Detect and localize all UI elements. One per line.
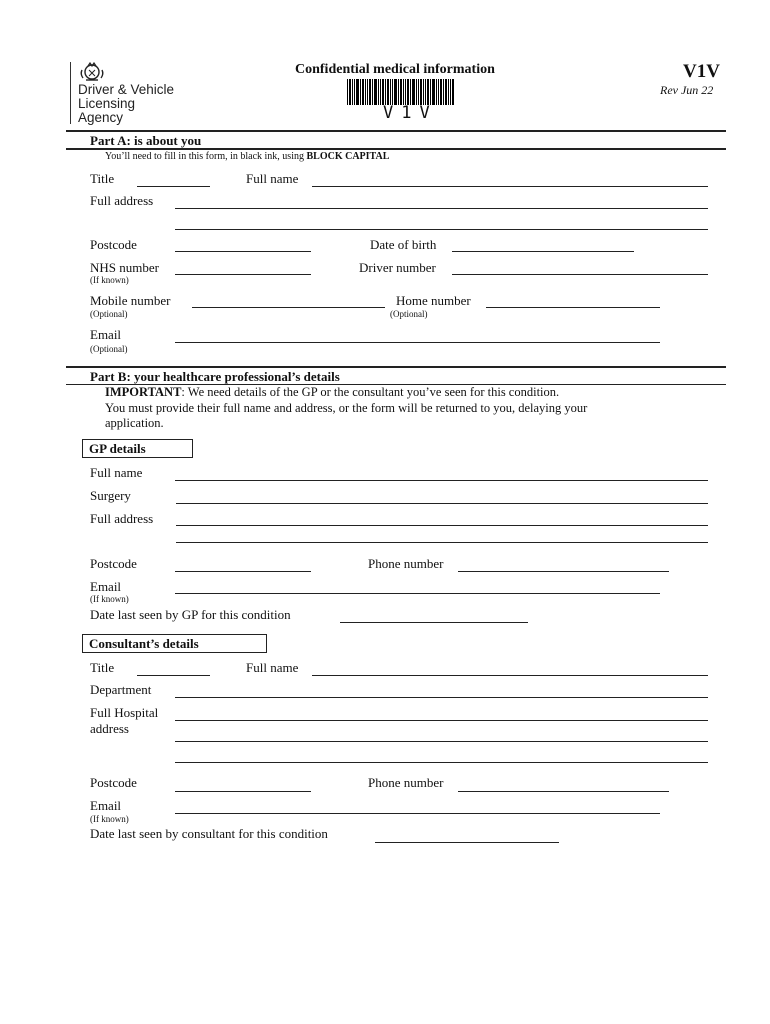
full-address-label: Full address xyxy=(90,193,154,208)
gp-email-label: Email xyxy=(90,579,122,594)
instruction-bold: BLOCK CAPITAL xyxy=(306,151,390,162)
barcode xyxy=(347,79,469,105)
important-line-2: You must provide their full name and address, or the form will be returned to you, delaying your xyxy=(105,400,588,415)
nhs-number-field[interactable] xyxy=(175,260,311,275)
full-address-field-2[interactable] xyxy=(175,215,708,230)
gp-email-note: (If known) xyxy=(90,594,129,604)
gp-phone-label: Phone number xyxy=(368,556,444,571)
postcode-label: Postcode xyxy=(90,237,137,252)
page-title: Confidential medical information xyxy=(295,62,495,77)
gp-full-address-label: Full address xyxy=(90,511,154,526)
consultant-last-seen-field[interactable] xyxy=(375,828,559,843)
mobile-number-label: Mobile number xyxy=(90,293,171,308)
consultant-hospital-label-2: address xyxy=(90,721,129,736)
consultant-title-field[interactable] xyxy=(137,661,210,676)
important-line-3: application. xyxy=(105,416,164,430)
driver-number-field[interactable] xyxy=(452,260,708,275)
dvla-logo xyxy=(70,62,190,126)
part-b-top-rule xyxy=(66,366,726,368)
consultant-details-heading: Consultant’s details xyxy=(82,634,267,653)
gp-full-name-label: Full name xyxy=(90,465,143,480)
consultant-email-label: Email xyxy=(90,798,122,813)
nhs-number-note: (If known) xyxy=(90,275,129,285)
title-label: Title xyxy=(90,171,115,186)
part-a-title: Part A: is about you xyxy=(90,133,202,148)
consultant-full-name-label: Full name xyxy=(246,660,299,675)
consultant-department-label: Department xyxy=(90,682,152,697)
important-line-1 xyxy=(105,385,587,401)
gp-phone-field[interactable] xyxy=(458,557,669,572)
barcode-text: V1V xyxy=(383,103,438,123)
important-notice xyxy=(105,385,587,432)
gp-surgery-label: Surgery xyxy=(90,488,131,503)
gp-details-heading: GP details xyxy=(82,439,193,458)
nhs-number-label: NHS number xyxy=(90,260,159,275)
dob-label: Date of birth xyxy=(370,237,437,252)
part-a-instruction xyxy=(105,151,389,162)
consultant-hospital-field-2[interactable] xyxy=(175,727,708,742)
full-name-label: Full name xyxy=(246,171,299,186)
gp-last-seen-label: Date last seen by GP for this condition xyxy=(90,607,291,622)
postcode-field[interactable] xyxy=(175,237,311,252)
gp-postcode-label: Postcode xyxy=(90,556,137,571)
gp-postcode-field[interactable] xyxy=(175,557,311,572)
consultant-hospital-field-1[interactable] xyxy=(175,706,708,721)
full-name-field[interactable] xyxy=(312,172,708,187)
gp-full-name-field[interactable] xyxy=(175,466,708,481)
consultant-department-field[interactable] xyxy=(175,683,708,698)
logo-line-3: Agency xyxy=(78,110,124,125)
important-text: : We need details of the GP or the consultant you’ve seen for this condition. xyxy=(181,385,560,399)
instruction-text: You’ll need to fill in this form, in black ink, using xyxy=(105,151,307,162)
gp-full-address-field-1[interactable] xyxy=(176,511,708,526)
logo-line-1: Driver & Vehicle xyxy=(78,82,175,97)
mobile-number-field[interactable] xyxy=(192,293,385,308)
gp-email-field[interactable] xyxy=(175,579,660,594)
dob-field[interactable] xyxy=(452,237,634,252)
consultant-postcode-field[interactable] xyxy=(175,777,311,792)
gp-surgery-field[interactable] xyxy=(176,489,708,504)
consultant-last-seen-label: Date last seen by consultant for this condition xyxy=(90,826,328,841)
email-field[interactable] xyxy=(175,328,660,343)
logo-rule xyxy=(70,62,71,124)
home-number-label: Home number xyxy=(396,293,471,308)
consultant-title-label: Title xyxy=(90,660,115,675)
mobile-number-note: (Optional) xyxy=(90,309,128,319)
gp-last-seen-field[interactable] xyxy=(340,608,528,623)
part-b-title: Part B: your healthcare professional’s details xyxy=(90,369,340,384)
consultant-hospital-field-3[interactable] xyxy=(175,748,708,763)
consultant-full-name-field[interactable] xyxy=(312,661,708,676)
consultant-email-field[interactable] xyxy=(175,799,660,814)
form-code: V1V xyxy=(683,61,720,82)
consultant-email-note: (If known) xyxy=(90,814,129,824)
part-a-top-rule xyxy=(66,130,726,132)
driver-number-label: Driver number xyxy=(359,260,436,275)
title-field[interactable] xyxy=(137,172,210,187)
important-bold: IMPORTANT xyxy=(105,385,182,399)
home-number-note: (Optional) xyxy=(390,309,428,319)
email-note: (Optional) xyxy=(90,344,128,354)
consultant-phone-label: Phone number xyxy=(368,775,444,790)
gp-full-address-field-2[interactable] xyxy=(176,528,708,543)
logo-text xyxy=(78,83,174,125)
revision-date: Rev Jun 22 xyxy=(660,83,714,97)
part-a-bottom-rule xyxy=(66,148,726,150)
logo-line-2: Licensing xyxy=(78,96,136,111)
full-address-field-1[interactable] xyxy=(175,194,708,209)
consultant-hospital-label-1: Full Hospital xyxy=(90,705,159,720)
royal-crest-icon xyxy=(79,62,105,82)
home-number-field[interactable] xyxy=(486,293,660,308)
consultant-postcode-label: Postcode xyxy=(90,775,137,790)
consultant-phone-field[interactable] xyxy=(458,777,669,792)
email-label: Email xyxy=(90,327,122,342)
